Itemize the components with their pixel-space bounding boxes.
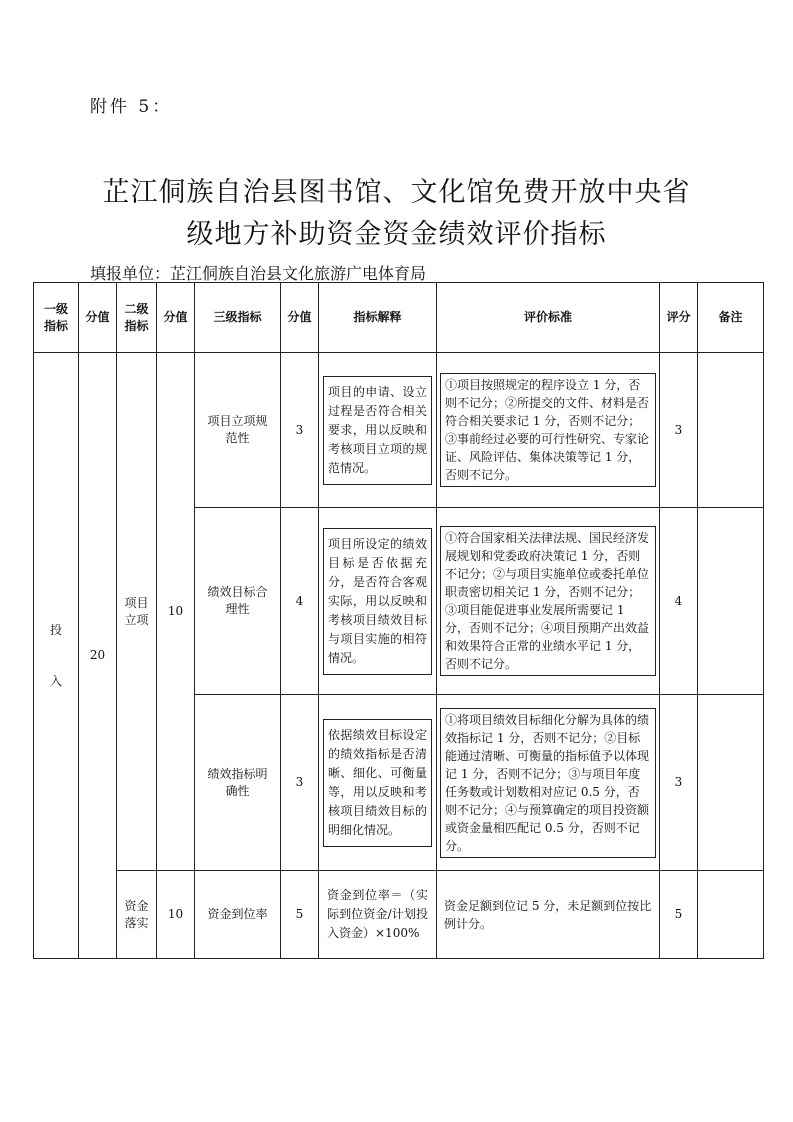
header-rating: 评分 (660, 283, 698, 353)
evaluation-criteria: 资金足额到位记 5 分，未足额到位按比例计分。 (437, 871, 660, 959)
level2-cell: 资金 落实 (117, 871, 157, 959)
level3-indicator: 绩效指标明确性 (195, 695, 281, 871)
header-score3: 分值 (281, 283, 319, 353)
page-title-line1: 芷江侗族自治县图书馆、文化馆免费开放中央省 (102, 177, 691, 208)
header-level3: 三级指标 (195, 283, 281, 353)
header-level2: 二级 指标 (117, 283, 157, 353)
table-row (34, 353, 764, 508)
indicator-explanation: 项目的申请、设立过程是否符合相关要求，用以反映和考核项目立项的规范情况。 (319, 353, 437, 508)
level3-indicator: 项目立项规范性 (195, 353, 281, 508)
level2-score: 10 (157, 871, 195, 959)
level2-score: 10 (157, 353, 195, 871)
level1-cell: 投 入 (34, 353, 79, 959)
rating-cell: 5 (660, 871, 698, 959)
indicator-explanation: 项目所设定的绩效目标是否依据充分，是否符合客观实际，用以反映和考核项目绩效目标与项目实施的相符情况。 (319, 508, 437, 695)
level3-score: 3 (281, 353, 319, 508)
table-row (34, 871, 764, 959)
level2-cell: 项目 立项 (117, 353, 157, 871)
header-remark: 备注 (698, 283, 764, 353)
level1-score: 20 (79, 353, 117, 959)
level3-indicator: 资金到位率 (195, 871, 281, 959)
level3-score: 4 (281, 508, 319, 695)
header-score2: 分值 (157, 283, 195, 353)
header-explain: 指标解释 (319, 283, 437, 353)
remark-cell (698, 871, 764, 959)
remark-cell (698, 695, 764, 871)
reporting-unit: 填报单位：芷江侗族自治县文化旅游广电体育局 (90, 264, 427, 283)
attachment-label: 附件 5： (90, 97, 173, 117)
header-score1: 分值 (79, 283, 117, 353)
header-criteria: 评价标准 (437, 283, 660, 353)
remark-cell (698, 353, 764, 508)
evaluation-criteria: ①符合国家相关法律法规、国民经济发展规划和党委政府决策记 1 分，否则不记分；②与项目实施单位或委托单位职责密切相关记 1 分，否则不记分；③项目能促进事业发展所需要记 1 分，否则不记分；④项目预期产出效益和效果符合正常的业绩水平记 1 分，否则不记分。 (437, 508, 660, 695)
evaluation-criteria: ①项目按照规定的程序设立 1 分，否则不记分；②所提交的文件、材料是否符合相关要求记 1 分，否则不记分；③事前经过必要的可行性研究、专家论证、风险评估、集体决策等记 1 分，否则不记分。 (437, 353, 660, 508)
indicator-explanation: 资金到位率＝（实际到位资金/计划投入资金）×100% (319, 871, 437, 959)
remark-cell (698, 508, 764, 695)
level3-indicator: 绩效目标合理性 (195, 508, 281, 695)
header-row (34, 283, 764, 353)
rating-cell: 4 (660, 508, 698, 695)
header-level1: 一级 指标 (34, 283, 79, 353)
evaluation-table (33, 282, 764, 959)
indicator-explanation: 依据绩效目标设定的绩效指标是否清晰、细化、可衡量等，用以反映和考核项目绩效目标的明细化情况。 (319, 695, 437, 871)
rating-cell: 3 (660, 353, 698, 508)
page-title-line2: 级地方补助资金资金绩效评价指标 (186, 219, 607, 250)
level3-score: 5 (281, 871, 319, 959)
rating-cell: 3 (660, 695, 698, 871)
evaluation-criteria: ①将项目绩效目标细化分解为具体的绩效指标记 1 分，否则不记分；②目标能通过清晰、可衡量的指标值予以体现记 1 分，否则不记分；③与项目年度任务数或计划数相对应记 0.5 分，否则不记分；④与预算确定的项目投资额或资金量相匹配记 0.5 分，否则不记分。 (437, 695, 660, 871)
level3-score: 3 (281, 695, 319, 871)
